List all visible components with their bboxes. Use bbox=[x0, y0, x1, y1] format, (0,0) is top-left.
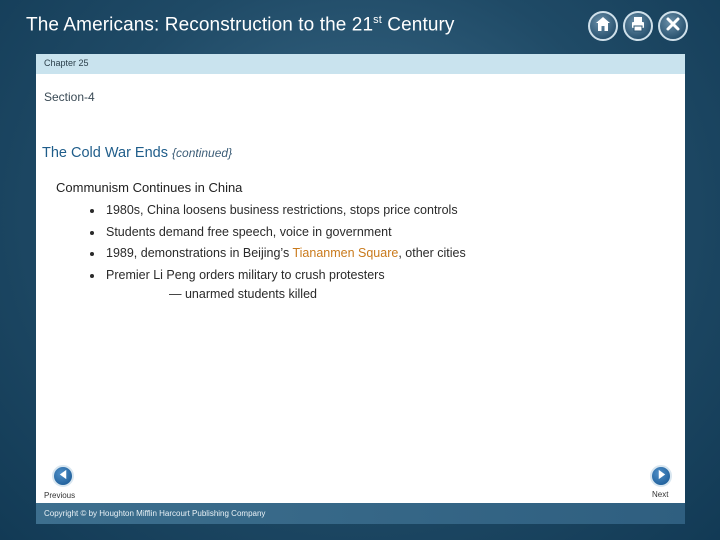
top-nav bbox=[588, 11, 688, 41]
arrow-left-icon bbox=[58, 467, 69, 485]
next-button[interactable] bbox=[650, 465, 672, 487]
list-item: • 1989, demonstrations in Beijing’s Tiananmen Square, other cities bbox=[104, 243, 466, 265]
list-item: • 1980s, China loosens business restrictions, stops price controls bbox=[104, 200, 466, 222]
slide-heading bbox=[42, 145, 232, 161]
bullet-list bbox=[84, 200, 466, 286]
previous-button[interactable] bbox=[52, 465, 74, 487]
section-label: Section-4 bbox=[44, 90, 95, 104]
copyright-text: Copyright © by Houghton Mifflin Harcourt Publishing Company bbox=[44, 509, 266, 518]
footer-bar bbox=[36, 503, 685, 524]
arrow-right-icon bbox=[656, 467, 667, 485]
print-button[interactable] bbox=[623, 11, 653, 41]
subheading: Communism Continues in China bbox=[56, 180, 243, 195]
sub-bullet: — unarmed students killed bbox=[169, 287, 317, 301]
heading-continued: {continued} bbox=[172, 146, 233, 160]
previous-label[interactable]: Previous bbox=[44, 491, 76, 500]
close-button[interactable] bbox=[658, 11, 688, 41]
home-button[interactable] bbox=[588, 11, 618, 41]
list-item: • Students demand free speech, voice in government bbox=[104, 222, 466, 244]
next-label[interactable]: Next bbox=[652, 490, 669, 499]
list-item: • Premier Li Peng orders military to crush protesters bbox=[104, 265, 466, 287]
chapter-label: Chapter 25 bbox=[44, 58, 89, 68]
home-icon bbox=[594, 15, 612, 38]
heading-text: The Cold War Ends bbox=[42, 145, 168, 161]
chapter-bar bbox=[36, 54, 685, 74]
slide-content bbox=[36, 54, 685, 524]
close-icon bbox=[664, 15, 682, 38]
print-icon bbox=[629, 15, 647, 38]
highlighted-term: Tiananmen Square bbox=[292, 246, 399, 260]
app-title: The Americans: Reconstruction to the 21st Century bbox=[26, 14, 455, 36]
